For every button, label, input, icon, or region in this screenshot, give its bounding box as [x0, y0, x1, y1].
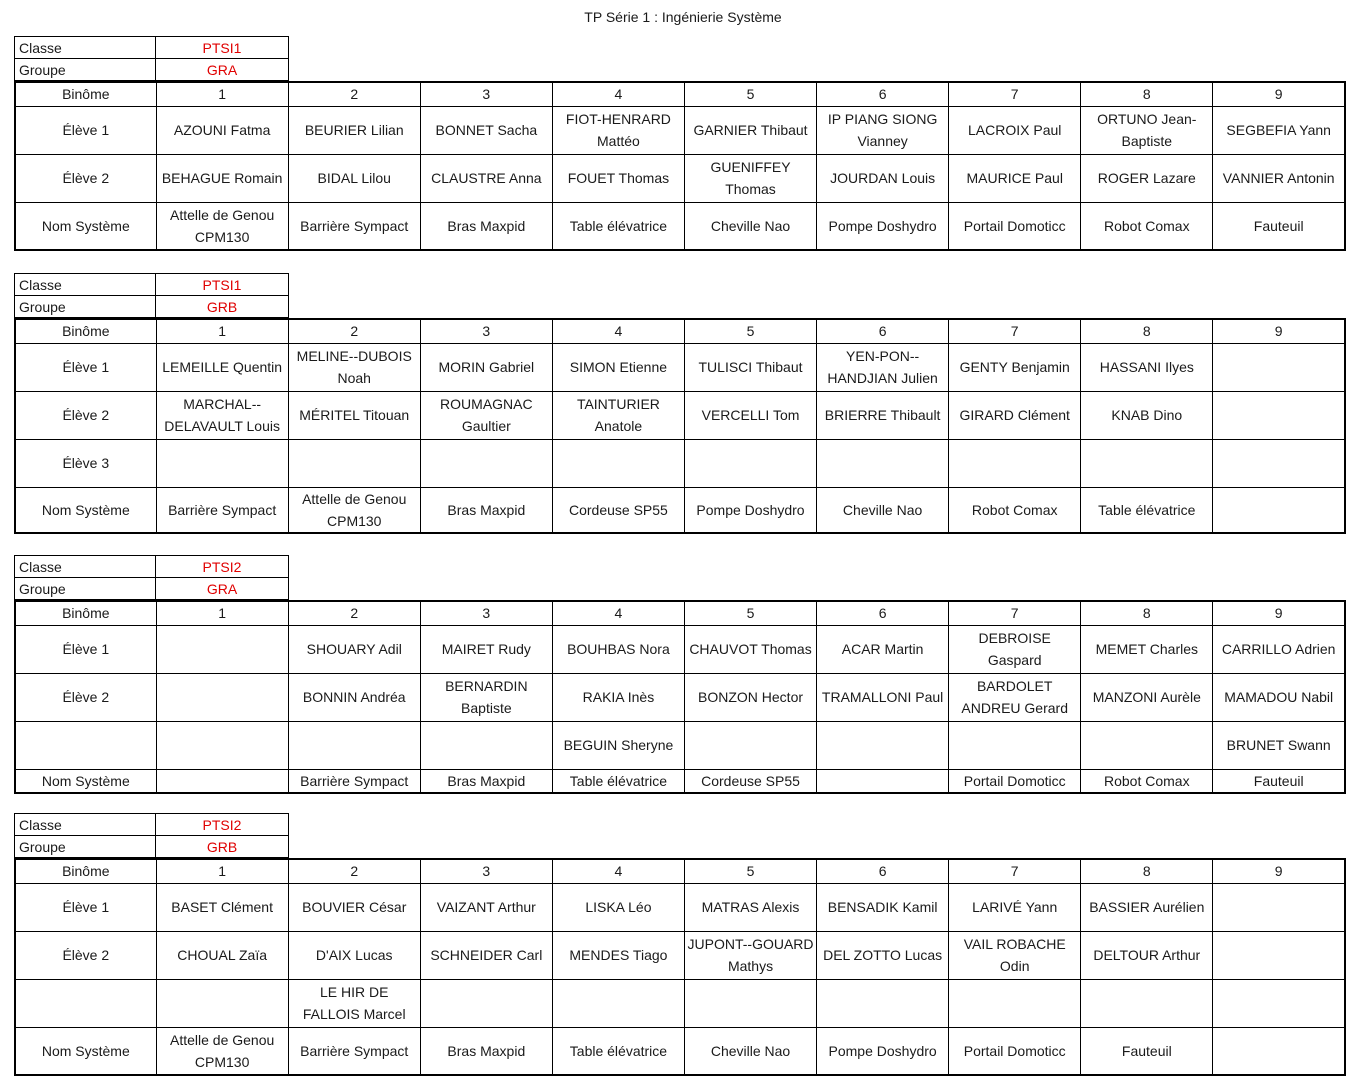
student-cell: BEHAGUE Romain: [156, 154, 288, 202]
student-cell: [1213, 343, 1345, 391]
row-label: Nom Système: [15, 769, 156, 793]
binome-number: 4: [552, 859, 684, 883]
student-cell: DEL ZOTTO Lucas: [817, 931, 949, 979]
student-cell: BONNIN Andréa: [288, 673, 420, 721]
student-cell: ACAR Martin: [817, 625, 949, 673]
row-label: Élève 1: [15, 883, 156, 931]
binome-number: 1: [156, 82, 288, 106]
section-ptsi2-grb: [14, 813, 1346, 1076]
binome-number: 6: [817, 859, 949, 883]
binome-table: [14, 318, 1346, 534]
eleve2-row: [15, 154, 1345, 202]
binome-number: 1: [156, 319, 288, 343]
system-cell: Fauteuil: [1213, 202, 1345, 250]
system-cell: Portail Domoticc: [949, 202, 1081, 250]
row-label: Nom Système: [15, 487, 156, 533]
groupe-value: GRB: [156, 836, 289, 858]
binome-number: 3: [420, 601, 552, 625]
eleve2-row: [15, 931, 1345, 979]
row-label: Élève 1: [15, 343, 156, 391]
student-cell: [949, 439, 1081, 487]
student-cell: MÉRITEL Titouan: [288, 391, 420, 439]
binome-number: 6: [817, 601, 949, 625]
system-cell: Table élévatrice: [552, 769, 684, 793]
system-cell: Portail Domoticc: [949, 1027, 1081, 1075]
binome-number: 7: [949, 601, 1081, 625]
system-cell: Table élévatrice: [552, 1027, 684, 1075]
student-cell: [1213, 979, 1345, 1027]
student-cell: [288, 721, 420, 769]
classe-value: PTSI2: [156, 814, 289, 836]
system-cell: Barrière Sympact: [288, 1027, 420, 1075]
binome-number: 5: [684, 859, 816, 883]
student-cell: [1213, 883, 1345, 931]
row-label: Nom Système: [15, 1027, 156, 1075]
eleve1-row: [15, 883, 1345, 931]
student-cell: [552, 439, 684, 487]
student-cell: LARIVÉ Yann: [949, 883, 1081, 931]
student-cell: IP PIANG SIONG Vianney: [817, 106, 949, 154]
binome-number: 5: [684, 319, 816, 343]
student-cell: [684, 439, 816, 487]
binome-row: [15, 319, 1345, 343]
row-label: [15, 721, 156, 769]
student-cell: [684, 721, 816, 769]
info-table: [14, 813, 289, 858]
system-cell: Robot Comax: [1081, 202, 1213, 250]
binome-table: [14, 600, 1346, 794]
student-cell: SHOUARY Adil: [288, 625, 420, 673]
system-cell: Bras Maxpid: [420, 487, 552, 533]
system-cell: Bras Maxpid: [420, 202, 552, 250]
system-cell: Pompe Doshydro: [817, 1027, 949, 1075]
system-cell: [1213, 487, 1345, 533]
groupe-label: Groupe: [15, 836, 156, 858]
eleve1-row: [15, 343, 1345, 391]
student-cell: BENSADIK Kamil: [817, 883, 949, 931]
student-cell: BEURIER Lilian: [288, 106, 420, 154]
student-cell: AZOUNI Fatma: [156, 106, 288, 154]
student-cell: BEGUIN Sheryne: [552, 721, 684, 769]
student-cell: [156, 979, 288, 1027]
student-cell: DELTOUR Arthur: [1081, 931, 1213, 979]
system-cell: [156, 769, 288, 793]
student-cell: MARCHAL--DELAVAULT Louis: [156, 391, 288, 439]
student-cell: SCHNEIDER Carl: [420, 931, 552, 979]
section-ptsi1-grb: [14, 273, 1346, 534]
classe-label: Classe: [15, 37, 156, 59]
row-label: Binôme: [15, 82, 156, 106]
student-cell: MAIRET Rudy: [420, 625, 552, 673]
student-cell: MORIN Gabriel: [420, 343, 552, 391]
student-cell: ROUMAGNAC Gaultier: [420, 391, 552, 439]
student-cell: FIOT-HENRARD Mattéo: [552, 106, 684, 154]
student-cell: ORTUNO Jean-Baptiste: [1081, 106, 1213, 154]
binome-row: [15, 82, 1345, 106]
row-label: Élève 1: [15, 625, 156, 673]
binome-number: 8: [1081, 601, 1213, 625]
student-cell: GARNIER Thibaut: [684, 106, 816, 154]
student-cell: MAMADOU Nabil: [1213, 673, 1345, 721]
student-cell: JOURDAN Louis: [817, 154, 949, 202]
binome-number: 8: [1081, 82, 1213, 106]
student-cell: YEN-PON--HANDJIAN Julien: [817, 343, 949, 391]
row-label: Élève 2: [15, 673, 156, 721]
eleve2-row: [15, 673, 1345, 721]
student-cell: MATRAS Alexis: [684, 883, 816, 931]
eleve3-row: [15, 979, 1345, 1027]
student-cell: GUENIFFEY Thomas: [684, 154, 816, 202]
student-cell: [949, 979, 1081, 1027]
student-cell: [1213, 391, 1345, 439]
binome-row: [15, 859, 1345, 883]
binome-number: 9: [1213, 601, 1345, 625]
student-cell: SIMON Etienne: [552, 343, 684, 391]
student-cell: LEMEILLE Quentin: [156, 343, 288, 391]
binome-number: 7: [949, 859, 1081, 883]
student-cell: TAINTURIER Anatole: [552, 391, 684, 439]
student-cell: TULISCI Thibaut: [684, 343, 816, 391]
student-cell: MENDES Tiago: [552, 931, 684, 979]
system-cell: Attelle de Genou CPM130: [156, 202, 288, 250]
student-cell: VERCELLI Tom: [684, 391, 816, 439]
groupe-label: Groupe: [15, 578, 156, 600]
eleve3-row: [15, 439, 1345, 487]
student-cell: CHAUVOT Thomas: [684, 625, 816, 673]
student-cell: BASET Clément: [156, 883, 288, 931]
student-cell: DEBROISE Gaspard: [949, 625, 1081, 673]
student-cell: CLAUSTRE Anna: [420, 154, 552, 202]
binome-number: 3: [420, 319, 552, 343]
student-cell: [420, 979, 552, 1027]
system-cell: Barrière Sympact: [156, 487, 288, 533]
systeme-row: [15, 1027, 1345, 1075]
system-cell: Bras Maxpid: [420, 769, 552, 793]
student-cell: [156, 721, 288, 769]
student-cell: ROGER Lazare: [1081, 154, 1213, 202]
binome-number: 3: [420, 82, 552, 106]
binome-number: 5: [684, 601, 816, 625]
student-cell: FOUET Thomas: [552, 154, 684, 202]
system-cell: Cheville Nao: [817, 487, 949, 533]
binome-number: 1: [156, 859, 288, 883]
binome-number: 8: [1081, 859, 1213, 883]
binome-number: 4: [552, 82, 684, 106]
section-ptsi2-gra: [14, 555, 1346, 794]
student-cell: [949, 721, 1081, 769]
student-cell: LACROIX Paul: [949, 106, 1081, 154]
system-cell: Robot Comax: [1081, 769, 1213, 793]
system-cell: Fauteuil: [1213, 769, 1345, 793]
system-cell: Table élévatrice: [1081, 487, 1213, 533]
system-cell: Barrière Sympact: [288, 202, 420, 250]
systeme-row: [15, 769, 1345, 793]
binome-number: 8: [1081, 319, 1213, 343]
student-cell: [420, 439, 552, 487]
page-title: TP Série 1 : Ingénierie Système: [584, 9, 782, 25]
student-cell: BERNARDIN Baptiste: [420, 673, 552, 721]
student-cell: [156, 673, 288, 721]
student-cell: TRAMALLONI Paul: [817, 673, 949, 721]
classe-label: Classe: [15, 814, 156, 836]
student-cell: D'AIX Lucas: [288, 931, 420, 979]
student-cell: BOUHBAS Nora: [552, 625, 684, 673]
student-cell: BONNET Sacha: [420, 106, 552, 154]
system-cell: Cheville Nao: [684, 1027, 816, 1075]
eleve1-row: [15, 625, 1345, 673]
student-cell: MANZONI Aurèle: [1081, 673, 1213, 721]
row-label: Binôme: [15, 859, 156, 883]
groupe-label: Groupe: [15, 296, 156, 318]
student-cell: SEGBEFIA Yann: [1213, 106, 1345, 154]
groupe-label: Groupe: [15, 59, 156, 81]
student-cell: MELINE--DUBOIS Noah: [288, 343, 420, 391]
student-cell: [817, 439, 949, 487]
system-cell: Cordeuse SP55: [684, 769, 816, 793]
binome-number: 1: [156, 601, 288, 625]
binome-number: 3: [420, 859, 552, 883]
student-cell: BARDOLET ANDREU Gerard: [949, 673, 1081, 721]
info-table: [14, 273, 289, 318]
student-cell: RAKIA Inès: [552, 673, 684, 721]
binome-number: 7: [949, 82, 1081, 106]
student-cell: [1081, 721, 1213, 769]
binome-number: 4: [552, 319, 684, 343]
system-cell: Pompe Doshydro: [817, 202, 949, 250]
student-cell: GENTY Benjamin: [949, 343, 1081, 391]
system-cell: Table élévatrice: [552, 202, 684, 250]
student-cell: [288, 439, 420, 487]
student-cell: MEMET Charles: [1081, 625, 1213, 673]
system-cell: Robot Comax: [949, 487, 1081, 533]
student-cell: KNAB Dino: [1081, 391, 1213, 439]
student-cell: [156, 439, 288, 487]
row-label: Élève 2: [15, 931, 156, 979]
binome-number: 4: [552, 601, 684, 625]
student-cell: BRIERRE Thibault: [817, 391, 949, 439]
row-label: Binôme: [15, 601, 156, 625]
binome-number: 2: [288, 601, 420, 625]
row-label: [15, 979, 156, 1027]
system-cell: Cordeuse SP55: [552, 487, 684, 533]
info-table: [14, 555, 289, 600]
binome-number: 9: [1213, 319, 1345, 343]
student-cell: GIRARD Clément: [949, 391, 1081, 439]
binome-number: 6: [817, 319, 949, 343]
student-cell: [552, 979, 684, 1027]
student-cell: BOUVIER César: [288, 883, 420, 931]
systeme-row: [15, 487, 1345, 533]
system-cell: Portail Domoticc: [949, 769, 1081, 793]
binome-number: 2: [288, 82, 420, 106]
row-label: Élève 1: [15, 106, 156, 154]
binome-number: 9: [1213, 859, 1345, 883]
eleve2-row: [15, 391, 1345, 439]
row-label: Élève 2: [15, 154, 156, 202]
classe-label: Classe: [15, 274, 156, 296]
groupe-value: GRA: [156, 578, 289, 600]
student-cell: [156, 625, 288, 673]
binome-number: 9: [1213, 82, 1345, 106]
student-cell: [817, 721, 949, 769]
systeme-row: [15, 202, 1345, 250]
binome-number: 5: [684, 82, 816, 106]
eleve1-row: [15, 106, 1345, 154]
binome-number: 2: [288, 859, 420, 883]
student-cell: LISKA Léo: [552, 883, 684, 931]
binome-number: 6: [817, 82, 949, 106]
system-cell: [1213, 1027, 1345, 1075]
section-ptsi1-gra: [14, 36, 1346, 251]
student-cell: [420, 721, 552, 769]
binome-row: [15, 601, 1345, 625]
student-cell: MAURICE Paul: [949, 154, 1081, 202]
classe-value: PTSI1: [156, 274, 289, 296]
student-cell: [1081, 439, 1213, 487]
student-cell: BASSIER Aurélien: [1081, 883, 1213, 931]
classe-label: Classe: [15, 556, 156, 578]
student-cell: BRUNET Swann: [1213, 721, 1345, 769]
student-cell: [1213, 931, 1345, 979]
system-cell: Pompe Doshydro: [684, 487, 816, 533]
classe-value: PTSI1: [156, 37, 289, 59]
system-cell: Barrière Sympact: [288, 769, 420, 793]
system-cell: Fauteuil: [1081, 1027, 1213, 1075]
student-cell: CHOUAL Zaïa: [156, 931, 288, 979]
binome-table: [14, 81, 1346, 251]
system-cell: Attelle de Genou CPM130: [156, 1027, 288, 1075]
row-label: Élève 2: [15, 391, 156, 439]
system-cell: Bras Maxpid: [420, 1027, 552, 1075]
groupe-value: GRB: [156, 296, 289, 318]
row-label: Nom Système: [15, 202, 156, 250]
student-cell: [1213, 439, 1345, 487]
student-cell: CARRILLO Adrien: [1213, 625, 1345, 673]
system-cell: Attelle de Genou CPM130: [288, 487, 420, 533]
binome-number: 2: [288, 319, 420, 343]
student-cell: LE HIR DE FALLOIS Marcel: [288, 979, 420, 1027]
eleve3-row: [15, 721, 1345, 769]
student-cell: [817, 979, 949, 1027]
classe-value: PTSI2: [156, 556, 289, 578]
binome-table: [14, 858, 1346, 1076]
row-label: Élève 3: [15, 439, 156, 487]
student-cell: VAIZANT Arthur: [420, 883, 552, 931]
student-cell: JUPONT--GOUARD Mathys: [684, 931, 816, 979]
student-cell: VAIL ROBACHE Odin: [949, 931, 1081, 979]
student-cell: HASSANI Ilyes: [1081, 343, 1213, 391]
row-label: Binôme: [15, 319, 156, 343]
student-cell: BONZON Hector: [684, 673, 816, 721]
system-cell: [817, 769, 949, 793]
student-cell: [684, 979, 816, 1027]
groupe-value: GRA: [156, 59, 289, 81]
system-cell: Cheville Nao: [684, 202, 816, 250]
binome-number: 7: [949, 319, 1081, 343]
student-cell: VANNIER Antonin: [1213, 154, 1345, 202]
info-table: [14, 36, 289, 81]
student-cell: BIDAL Lilou: [288, 154, 420, 202]
student-cell: [1081, 979, 1213, 1027]
